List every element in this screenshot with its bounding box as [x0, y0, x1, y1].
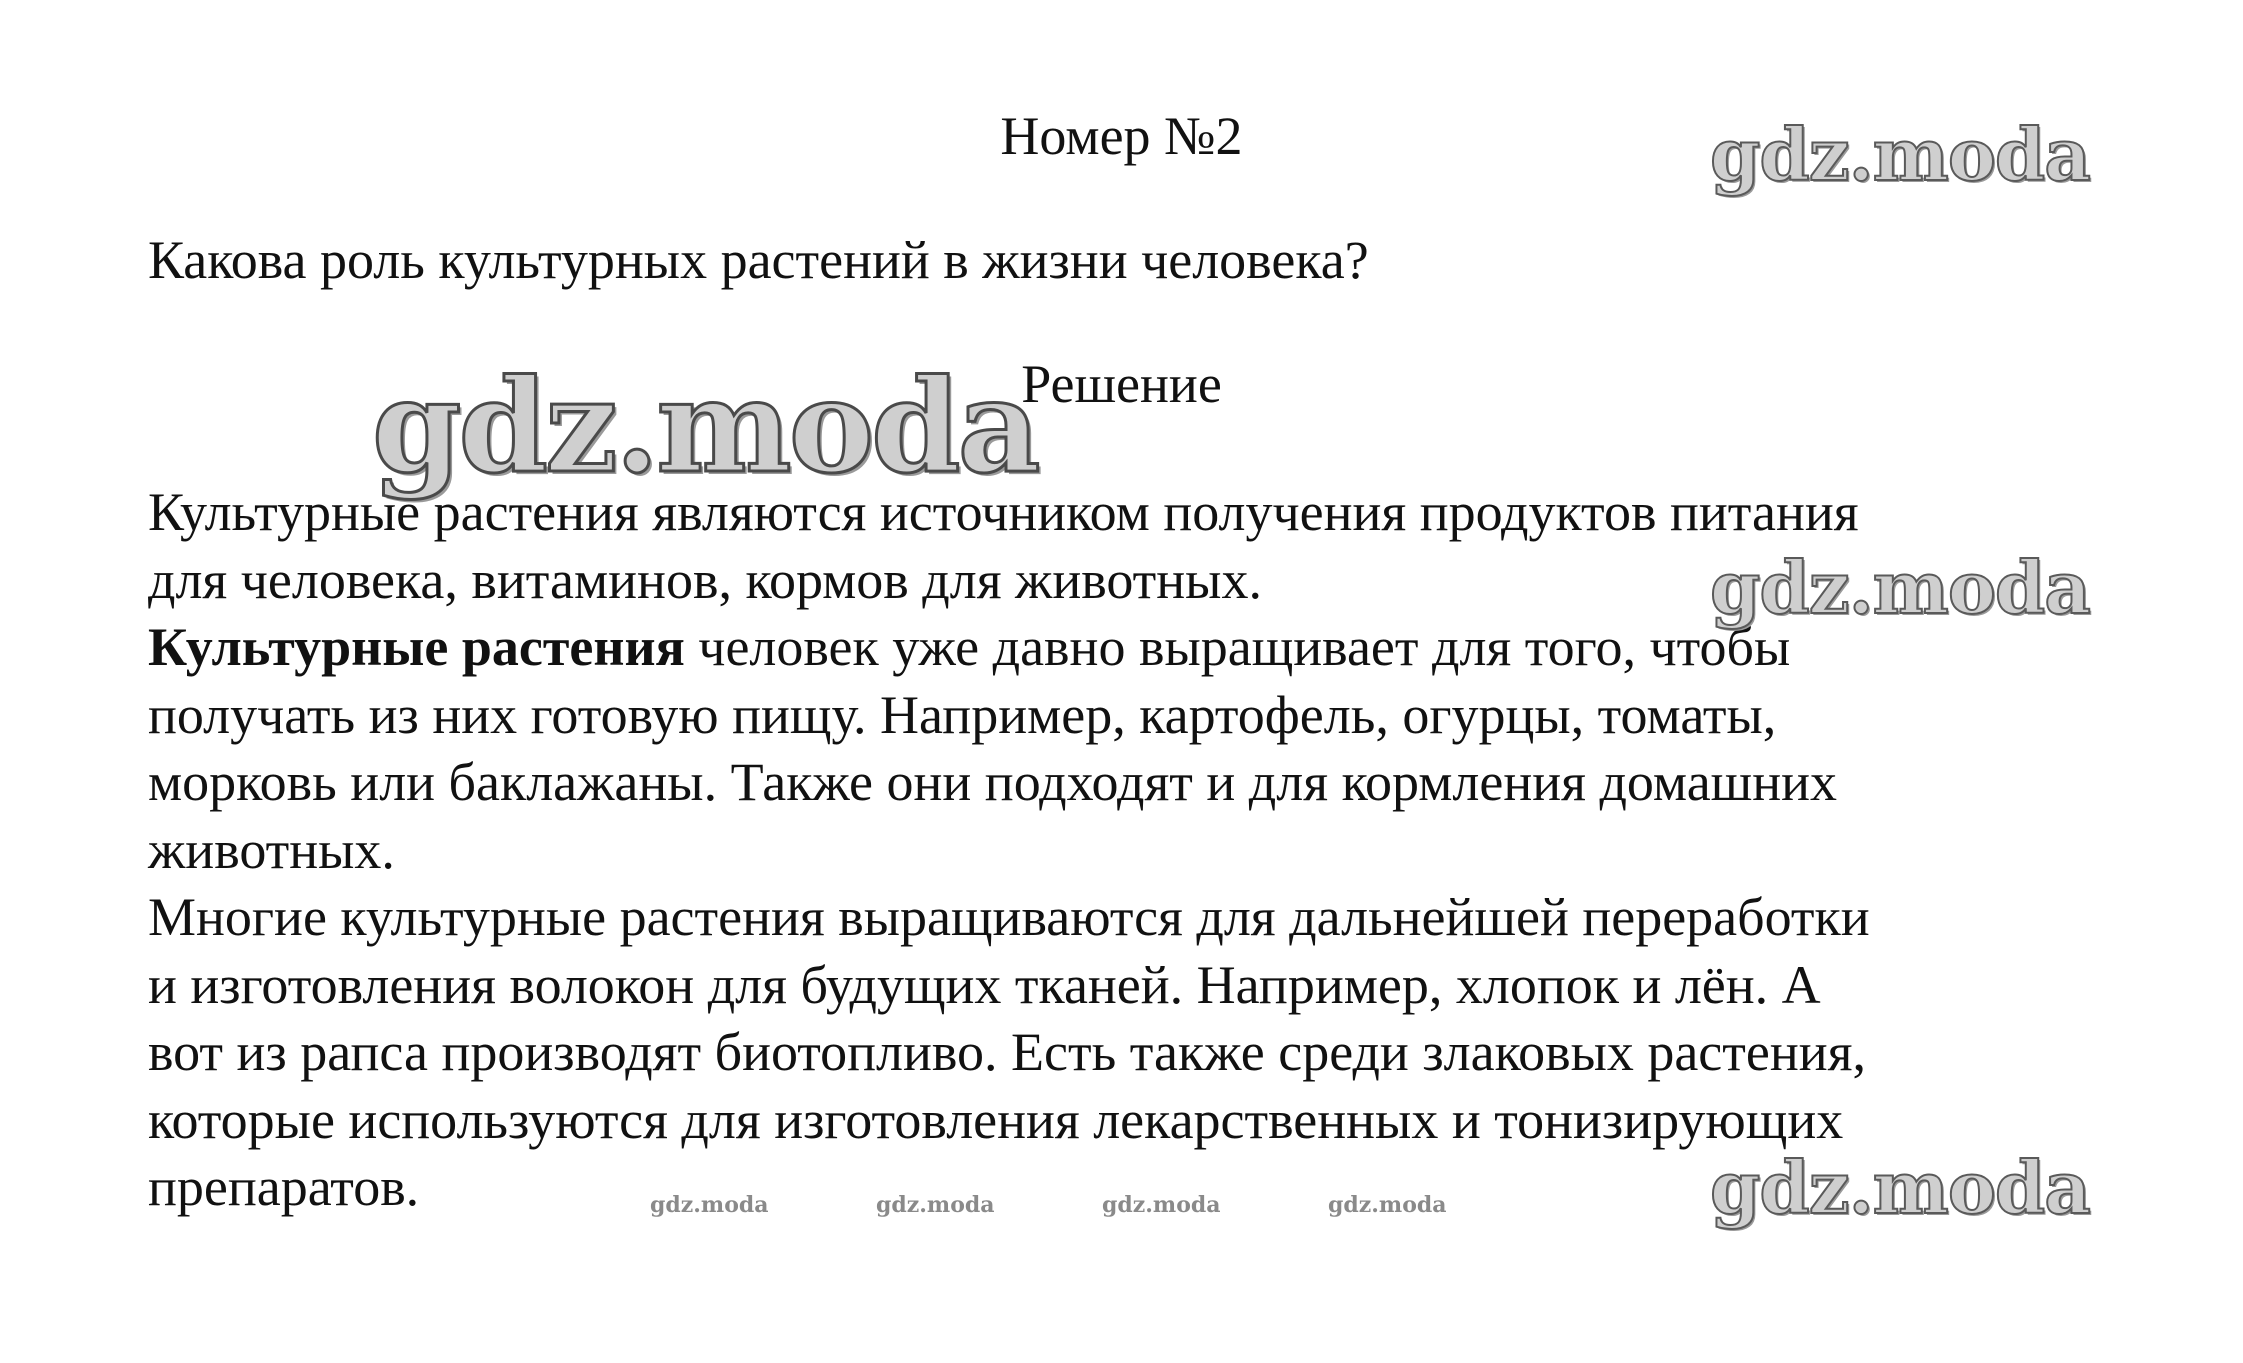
- paragraph-3-line-2: и изготовления волокон для будущих тканей. Например, хлопок и лён. А: [148, 954, 1821, 1015]
- bold-term: Культурные растения: [148, 617, 685, 677]
- watermark-logo-top-right: gdz.moda: [1710, 112, 2090, 197]
- paragraph-3-line-3: вот из рапса производят биотопливо. Есть также среди злаковых растения,: [148, 1022, 1866, 1082]
- watermark-logo-large: gdz.moda: [372, 352, 1038, 502]
- watermark-small-1: gdz.moda: [650, 1192, 769, 1218]
- watermark-logo-bottom-right: gdz.moda: [1710, 1145, 2090, 1230]
- paragraph-3-line-4: которые используются для изготовления лекарственных и тонизирующих: [148, 1089, 1844, 1150]
- question-text: Какова роль культурных растений в жизни человека?: [148, 230, 1369, 290]
- watermark-small-2: gdz.moda: [876, 1192, 995, 1218]
- paragraph-2-line-3: морковь или баклажаны. Также они подходят и для кормления домашних: [148, 752, 1838, 812]
- page-title: Номер №2: [1000, 106, 1243, 166]
- paragraph-2-line-4: животных.: [148, 819, 395, 880]
- watermark-small-4: gdz.moda: [1328, 1192, 1447, 1218]
- paragraph-1-line-1: Культурные растения являются источником получения продуктов питания: [148, 482, 1859, 542]
- paragraph-2-line-1-rest: человек уже давно выращивает для того, чтобы: [684, 617, 1791, 677]
- watermark-small-3: gdz.moda: [1102, 1192, 1221, 1218]
- paragraph-3-line-5: препаратов.: [148, 1157, 420, 1217]
- solution-heading: Решение: [1021, 354, 1222, 414]
- paragraph-3-line-1: Многие культурные растения выращиваются для дальнейшей переработки: [148, 887, 1870, 947]
- paragraph-1-line-2: для человека, витаминов, кормов для животных.: [148, 549, 1262, 610]
- paragraph-2-line-2: получать из них готовую пищу. Например, картофель, огурцы, томаты,: [148, 684, 1777, 745]
- watermark-logo-middle-right: gdz.moda: [1710, 545, 2090, 630]
